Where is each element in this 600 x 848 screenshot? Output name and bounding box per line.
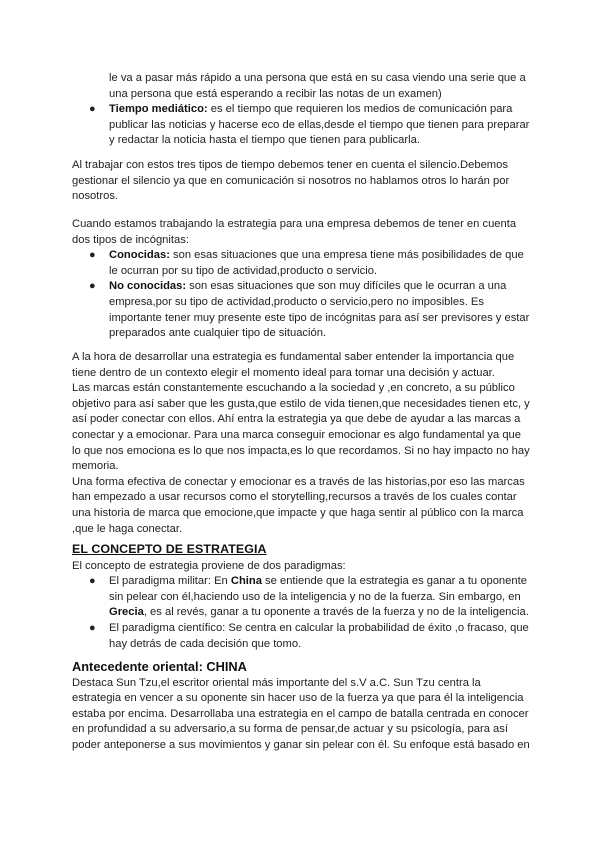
text-line: una historia de marca que emocione,que impacte y que haga sentir al público con la marca <box>72 506 524 519</box>
bullet-dot-icon: ● <box>89 621 96 634</box>
term-label: Conocidas: <box>109 249 170 262</box>
text-line: han empezado a usar recursos como el storytelling,recursos a través de los cuales contar <box>72 491 517 504</box>
text-line: preparados ante cualquier tipo de situación. <box>109 327 327 340</box>
text-line: Las marcas están constantemente escuchando a la sociedad y ,en concreto, a su público <box>72 382 515 395</box>
text-line: El paradigma científico: Se centra en calcular la probabilidad de éxito ,o fracaso, que <box>109 621 529 634</box>
text-line: Una forma efectiva de conectar y emocionar es a través de las historias,por eso las marcas <box>72 475 525 488</box>
bullet-paradigma-cientifico <box>72 621 528 652</box>
text-line: Destaca Sun Tzu,el escritor oriental más importante del s.V a.C. Sun Tzu centra la <box>72 676 481 689</box>
text-line: tiene dentro de un contexto elegir el momento ideal para tomar una decisión y actuar. <box>72 366 495 379</box>
text-line: poder anteponerse a sus movimientos y ganar sin pelear con él. Su enfoque está basado en <box>72 738 530 751</box>
bullet-paradigma-militar <box>72 574 528 621</box>
text-span: El paradigma militar: En <box>109 575 231 588</box>
bullet-tiempo-mediatico <box>72 102 528 149</box>
section-heading: EL CONCEPTO DE ESTRATEGIA <box>72 542 267 556</box>
bullet-dot-icon: ● <box>89 280 96 293</box>
text-line: le va a pasar más rápido a una persona que está en su casa viendo una serie que a <box>109 72 526 84</box>
text-line: estaba por encima. Desarrollaba una estrategia en el campo de batalla centrada en conocer <box>72 707 529 720</box>
paragraph-silencio <box>72 158 528 205</box>
text-line: así poder conectar con ellos. Ahí entra la estrategia ya que debe de ayudar a las marcas a <box>72 413 521 426</box>
text-line: memoria. <box>72 460 119 473</box>
text-line: y redactar la noticia hasta el tiempo que tienen para publicarla. <box>109 134 420 147</box>
bullet-dot-icon: ● <box>89 575 96 588</box>
bullet-dot-icon: ● <box>89 249 96 262</box>
text-line: ,que le haga conectar. <box>72 522 183 535</box>
bold-term: Grecia <box>109 606 144 619</box>
text-line: objetivo para así saber que les gusta,que estilo de vida tienen,que necesidades tienen etc, y <box>72 397 530 410</box>
bullet-continuation <box>72 71 528 102</box>
term-label: No conocidas: <box>109 280 187 293</box>
china-section <box>72 659 528 754</box>
text-span: , es al revés, ganar a tu oponente a través de la fuerza y no de la inteligencia. <box>143 606 529 619</box>
text-line: una persona que está esperando a recibir las notas de un examen) <box>109 87 442 100</box>
text-line: hay detrás de cada decisión que tomo. <box>109 637 302 650</box>
estrategia-section <box>72 542 528 652</box>
bold-term: China <box>230 575 262 588</box>
text-line: A la hora de desarrollar una estrategia es fundamental saber entender la importancia que <box>72 351 515 363</box>
subsection-heading: Antecedente oriental: CHINA <box>72 659 247 674</box>
incognitas-section <box>72 217 528 342</box>
text-line: nosotros. <box>72 190 119 203</box>
text-line: son esas situaciones que una empresa tiene más posibilidades de que <box>169 249 524 262</box>
text-line: son esas situaciones que son muy difíciles que le ocurran a una <box>186 280 507 293</box>
text-line: Al trabajar con estos tres tipos de tiempo debemos tener en cuenta el silencio.Debemos <box>72 159 508 171</box>
paragraph-desarrollar <box>72 350 528 537</box>
bullet-no-conocidas <box>72 279 528 341</box>
term-label: Tiempo mediático: <box>109 103 208 116</box>
text-line: sin pelear con él,haciendo uso de la inteligencia y no de la fuerza. Sin embargo, en <box>109 590 521 603</box>
text-line: conectar y a emocionar. Para una marca conseguir emocionar es algo fundamental ya que <box>72 428 522 441</box>
text-line: dos tipos de incógnitas: <box>72 233 189 246</box>
text-span: se entiende que la estrategia es ganar a tu oponente <box>261 575 527 588</box>
text-line: lo que nos emociona es lo que nos impacta,es lo que recordamos. Si no hay impacto no hay <box>72 444 530 457</box>
bullet-dot-icon: ● <box>89 103 96 116</box>
text-line: empresa,por su tipo de actividad,producto o servicio,pero no imposibles. Es <box>109 295 484 308</box>
text-line: en profundidad a su adversario,a su forma de pensar,de actuar y su psicología, para así <box>72 723 508 736</box>
text-line: El concepto de estrategia proviene de dos paradigmas: <box>72 559 346 572</box>
text-line: estrategia en vencer a su oponente sin hacer uso de la fuerza ya que para él la inteligencia <box>72 692 524 705</box>
bullet-conocidas <box>72 248 528 279</box>
text-line: publicar las noticias y hacerse eco de ellas,desde el tiempo que tienen para preparar <box>109 118 530 131</box>
text-line: Cuando estamos trabajando la estrategia para una empresa debemos de tener en cuenta <box>72 218 517 230</box>
text-line: gestionar el silencio ya que en comunicación si nosotros no hablamos otros lo harán por <box>72 174 510 187</box>
text-line: le ocurran por su tipo de actividad,producto o servicio. <box>109 264 378 277</box>
tiempo-section <box>72 71 528 149</box>
text-line: importante tener muy presente este tipo de incógnitas para así ser previsores y estar <box>109 311 530 324</box>
text-line: es el tiempo que requieren los medios de comunicación para <box>207 103 513 116</box>
